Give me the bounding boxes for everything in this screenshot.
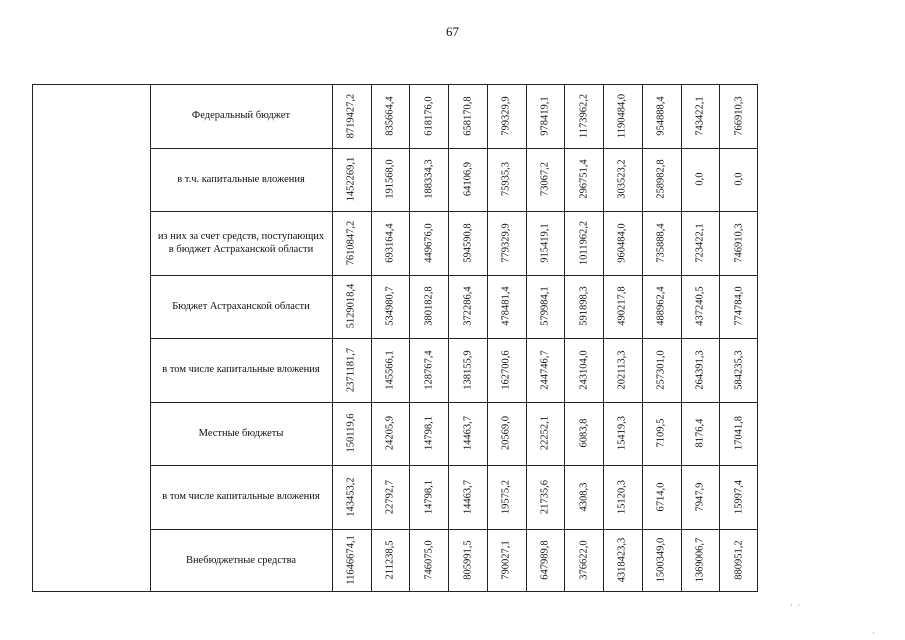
- row-label: в том числе капитальные вложения: [162, 364, 320, 376]
- cell-value: 1190484,0: [616, 93, 628, 138]
- cell-value: 4308,3: [578, 482, 590, 512]
- cell-value: 143453,2: [345, 477, 357, 517]
- cell-value: 693164,4: [384, 223, 396, 263]
- value-cell: [681, 529, 720, 593]
- cell-value: 162700,6: [500, 350, 512, 390]
- value-cell: [332, 529, 371, 593]
- value-cell: [332, 465, 371, 529]
- value-cell: [719, 465, 758, 529]
- cell-value: 790027,1: [500, 540, 512, 580]
- value-cell: [564, 84, 603, 148]
- value-cell: [332, 402, 371, 466]
- value-cell: [564, 148, 603, 212]
- cell-value: 14798,1: [423, 416, 435, 451]
- cell-value: 75935,3: [500, 162, 512, 197]
- value-cell: [681, 84, 720, 148]
- cell-value: 915419,1: [539, 223, 551, 263]
- value-cell: [719, 84, 758, 148]
- row-label: Бюджет Астраханской области: [172, 300, 310, 312]
- cell-value: 8719427,2: [345, 93, 357, 139]
- budget-table: [32, 84, 758, 592]
- value-cell: [487, 338, 526, 402]
- value-cell: [487, 402, 526, 466]
- value-cell: [448, 465, 487, 529]
- value-cell: [526, 84, 565, 148]
- value-cell: [603, 338, 642, 402]
- cell-value: 805991,5: [462, 540, 474, 580]
- cell-value: 14798,1: [423, 479, 435, 514]
- cell-value: 188334,3: [423, 159, 435, 199]
- table-row: [150, 402, 758, 466]
- value-cell: [526, 338, 565, 402]
- row-label: в т.ч. капитальные вложения: [177, 173, 305, 185]
- value-cell: [719, 338, 758, 402]
- value-cell: [371, 338, 410, 402]
- cell-value: 880951,2: [733, 540, 745, 580]
- cell-value: 579984,1: [539, 286, 551, 326]
- row-label: Внебюджетные средства: [185, 554, 297, 566]
- cell-value: 779329,9: [500, 223, 512, 263]
- cell-value: 618176,0: [423, 96, 435, 136]
- scan-dots: · ·: [790, 600, 801, 610]
- table-row: [150, 465, 758, 529]
- cell-value: 24205,9: [384, 416, 396, 451]
- cell-value: 8176,4: [694, 418, 706, 448]
- value-cell: [564, 529, 603, 593]
- cell-value: 211238,5: [384, 540, 396, 580]
- cell-value: 372286,4: [462, 286, 474, 326]
- cell-value: 303523,2: [616, 159, 628, 199]
- value-cell: [448, 338, 487, 402]
- cell-value: 743422,1: [694, 96, 706, 136]
- row-label: Федеральный бюджет: [191, 110, 291, 122]
- cell-value: 20569,0: [500, 416, 512, 451]
- cell-value: 64106,9: [462, 162, 474, 197]
- value-cell: [448, 84, 487, 148]
- row-label: из них за счет средств, поступающих в бюджет Астраханской области: [157, 230, 325, 255]
- cell-value: 799329,9: [500, 96, 512, 136]
- value-cell: [526, 529, 565, 593]
- value-cell: [719, 148, 758, 212]
- cell-value: 835664,4: [384, 96, 396, 136]
- table-row: [150, 84, 758, 148]
- value-cell: [409, 402, 448, 466]
- cell-value: 0,0: [694, 172, 706, 186]
- value-cell: [409, 529, 448, 593]
- cell-value: 584235,3: [733, 350, 745, 390]
- cell-value: 244746,7: [539, 350, 551, 390]
- table-row: [150, 529, 758, 593]
- cell-value: 4318423,3: [616, 537, 628, 583]
- value-cell: [448, 148, 487, 212]
- cell-value: 735888,4: [655, 223, 667, 263]
- cell-value: 257301,0: [655, 350, 667, 390]
- value-cell: [526, 275, 565, 339]
- value-cell: [642, 465, 681, 529]
- value-cell: [526, 402, 565, 466]
- cell-value: 14463,7: [462, 416, 474, 451]
- value-cell: [371, 275, 410, 339]
- value-cell: [409, 275, 448, 339]
- value-cell: [681, 402, 720, 466]
- cell-value: 191568,0: [384, 159, 396, 199]
- value-cell: [448, 211, 487, 275]
- value-cell: [332, 211, 371, 275]
- cell-value: 6714,0: [655, 482, 667, 512]
- cell-value: 296751,4: [578, 159, 590, 199]
- value-cell: [487, 465, 526, 529]
- value-cell: [487, 529, 526, 593]
- value-cell: [371, 148, 410, 212]
- value-cell: [487, 211, 526, 275]
- row-label: Местные бюджеты: [198, 427, 284, 439]
- cell-value: 437240,5: [694, 286, 706, 326]
- cell-value: 15120,3: [616, 479, 628, 514]
- value-cell: [603, 84, 642, 148]
- cell-value: 478481,4: [500, 286, 512, 326]
- value-cell: [448, 402, 487, 466]
- cell-value: 766910,3: [733, 96, 745, 136]
- cell-value: 6083,8: [578, 418, 590, 448]
- cell-value: 202113,3: [616, 350, 628, 390]
- value-cell: [603, 211, 642, 275]
- cell-value: 746075,0: [423, 540, 435, 580]
- cell-value: 978419,1: [539, 96, 551, 136]
- table-row: [150, 338, 758, 402]
- value-cell: [719, 275, 758, 339]
- value-cell: [332, 84, 371, 148]
- value-cell: [681, 338, 720, 402]
- cell-value: 150119,6: [345, 413, 357, 453]
- row-label: в том числе капитальные вложения: [162, 491, 320, 503]
- value-cell: [642, 402, 681, 466]
- value-cell: [564, 211, 603, 275]
- cell-value: 7610847,2: [345, 220, 357, 266]
- cell-value: 11646674,1: [345, 535, 357, 585]
- value-cell: [526, 148, 565, 212]
- value-cell: [332, 275, 371, 339]
- cell-value: 1452269,1: [345, 156, 357, 202]
- value-cell: [642, 148, 681, 212]
- cell-value: 264391,3: [694, 350, 706, 390]
- value-cell: [564, 338, 603, 402]
- value-cell: [642, 338, 681, 402]
- cell-value: 258982,8: [655, 159, 667, 199]
- cell-value: 128767,4: [423, 350, 435, 390]
- value-cell: [603, 465, 642, 529]
- cell-value: 774784,0: [733, 286, 745, 326]
- cell-value: 449676,0: [423, 223, 435, 263]
- cell-value: 2371181,7: [345, 347, 357, 392]
- value-cell: [603, 275, 642, 339]
- value-cell: [681, 148, 720, 212]
- value-cell: [371, 211, 410, 275]
- value-cell: [642, 529, 681, 593]
- table-row: [150, 275, 758, 339]
- cell-value: 380182,8: [423, 286, 435, 326]
- cell-value: 243104,0: [578, 350, 590, 390]
- value-cell: [564, 465, 603, 529]
- cell-value: 1173962,2: [578, 93, 590, 138]
- value-cell: [371, 529, 410, 593]
- value-cell: [487, 275, 526, 339]
- value-cell: [642, 275, 681, 339]
- table-row: [150, 148, 758, 212]
- cell-value: 1369006,7: [694, 537, 706, 583]
- value-cell: [642, 84, 681, 148]
- cell-value: 73067,2: [539, 162, 551, 197]
- value-cell: [448, 529, 487, 593]
- value-cell: [332, 148, 371, 212]
- value-cell: [603, 148, 642, 212]
- cell-value: 723422,1: [694, 223, 706, 263]
- value-cell: [681, 465, 720, 529]
- scan-dots-corner: ·: [872, 628, 875, 638]
- cell-value: 647989,8: [539, 540, 551, 580]
- value-cell: [448, 275, 487, 339]
- cell-value: 594590,8: [462, 223, 474, 263]
- value-cell: [564, 402, 603, 466]
- value-cell: [409, 338, 448, 402]
- cell-value: 5129018,4: [345, 283, 357, 329]
- cell-value: 658170,8: [462, 96, 474, 136]
- value-cell: [487, 148, 526, 212]
- cell-value: 1500349,0: [655, 537, 667, 583]
- value-cell: [681, 211, 720, 275]
- cell-value: 490217,8: [616, 286, 628, 326]
- cell-value: 0,0: [733, 172, 745, 186]
- value-cell: [642, 211, 681, 275]
- cell-value: 145566,1: [384, 350, 396, 390]
- cell-value: 15997,4: [733, 479, 745, 514]
- cell-value: 591898,3: [578, 286, 590, 326]
- cell-value: 954888,4: [655, 96, 667, 136]
- value-cell: [409, 211, 448, 275]
- cell-value: 7947,9: [694, 482, 706, 512]
- cell-value: 22252,1: [539, 416, 551, 451]
- cell-value: 17041,8: [733, 416, 745, 451]
- value-cell: [564, 275, 603, 339]
- cell-value: 15419,3: [616, 416, 628, 451]
- value-cell: [719, 211, 758, 275]
- value-cell: [603, 402, 642, 466]
- value-cell: [371, 84, 410, 148]
- page-number: 67: [446, 24, 459, 39]
- value-cell: [719, 529, 758, 593]
- value-cell: [409, 465, 448, 529]
- value-cell: [719, 402, 758, 466]
- value-cell: [371, 402, 410, 466]
- value-cell: [371, 465, 410, 529]
- cell-value: 1011962,2: [578, 220, 590, 265]
- value-cell: [409, 84, 448, 148]
- value-cell: [332, 338, 371, 402]
- cell-value: 14463,7: [462, 479, 474, 514]
- value-cell: [409, 148, 448, 212]
- cell-value: 376622,0: [578, 540, 590, 580]
- cell-value: 960484,0: [616, 223, 628, 263]
- value-cell: [526, 211, 565, 275]
- cell-value: 534980,7: [384, 286, 396, 326]
- cell-value: 19575,2: [500, 479, 512, 514]
- cell-value: 7109,5: [655, 418, 667, 448]
- table-row: [150, 211, 758, 275]
- cell-value: 488962,4: [655, 286, 667, 326]
- cell-value: 22792,7: [384, 479, 396, 514]
- cell-value: 746910,3: [733, 223, 745, 263]
- value-cell: [526, 465, 565, 529]
- value-cell: [603, 529, 642, 593]
- cell-value: 21735,6: [539, 479, 551, 514]
- cell-value: 138155,9: [462, 350, 474, 390]
- value-cell: [681, 275, 720, 339]
- value-cell: [487, 84, 526, 148]
